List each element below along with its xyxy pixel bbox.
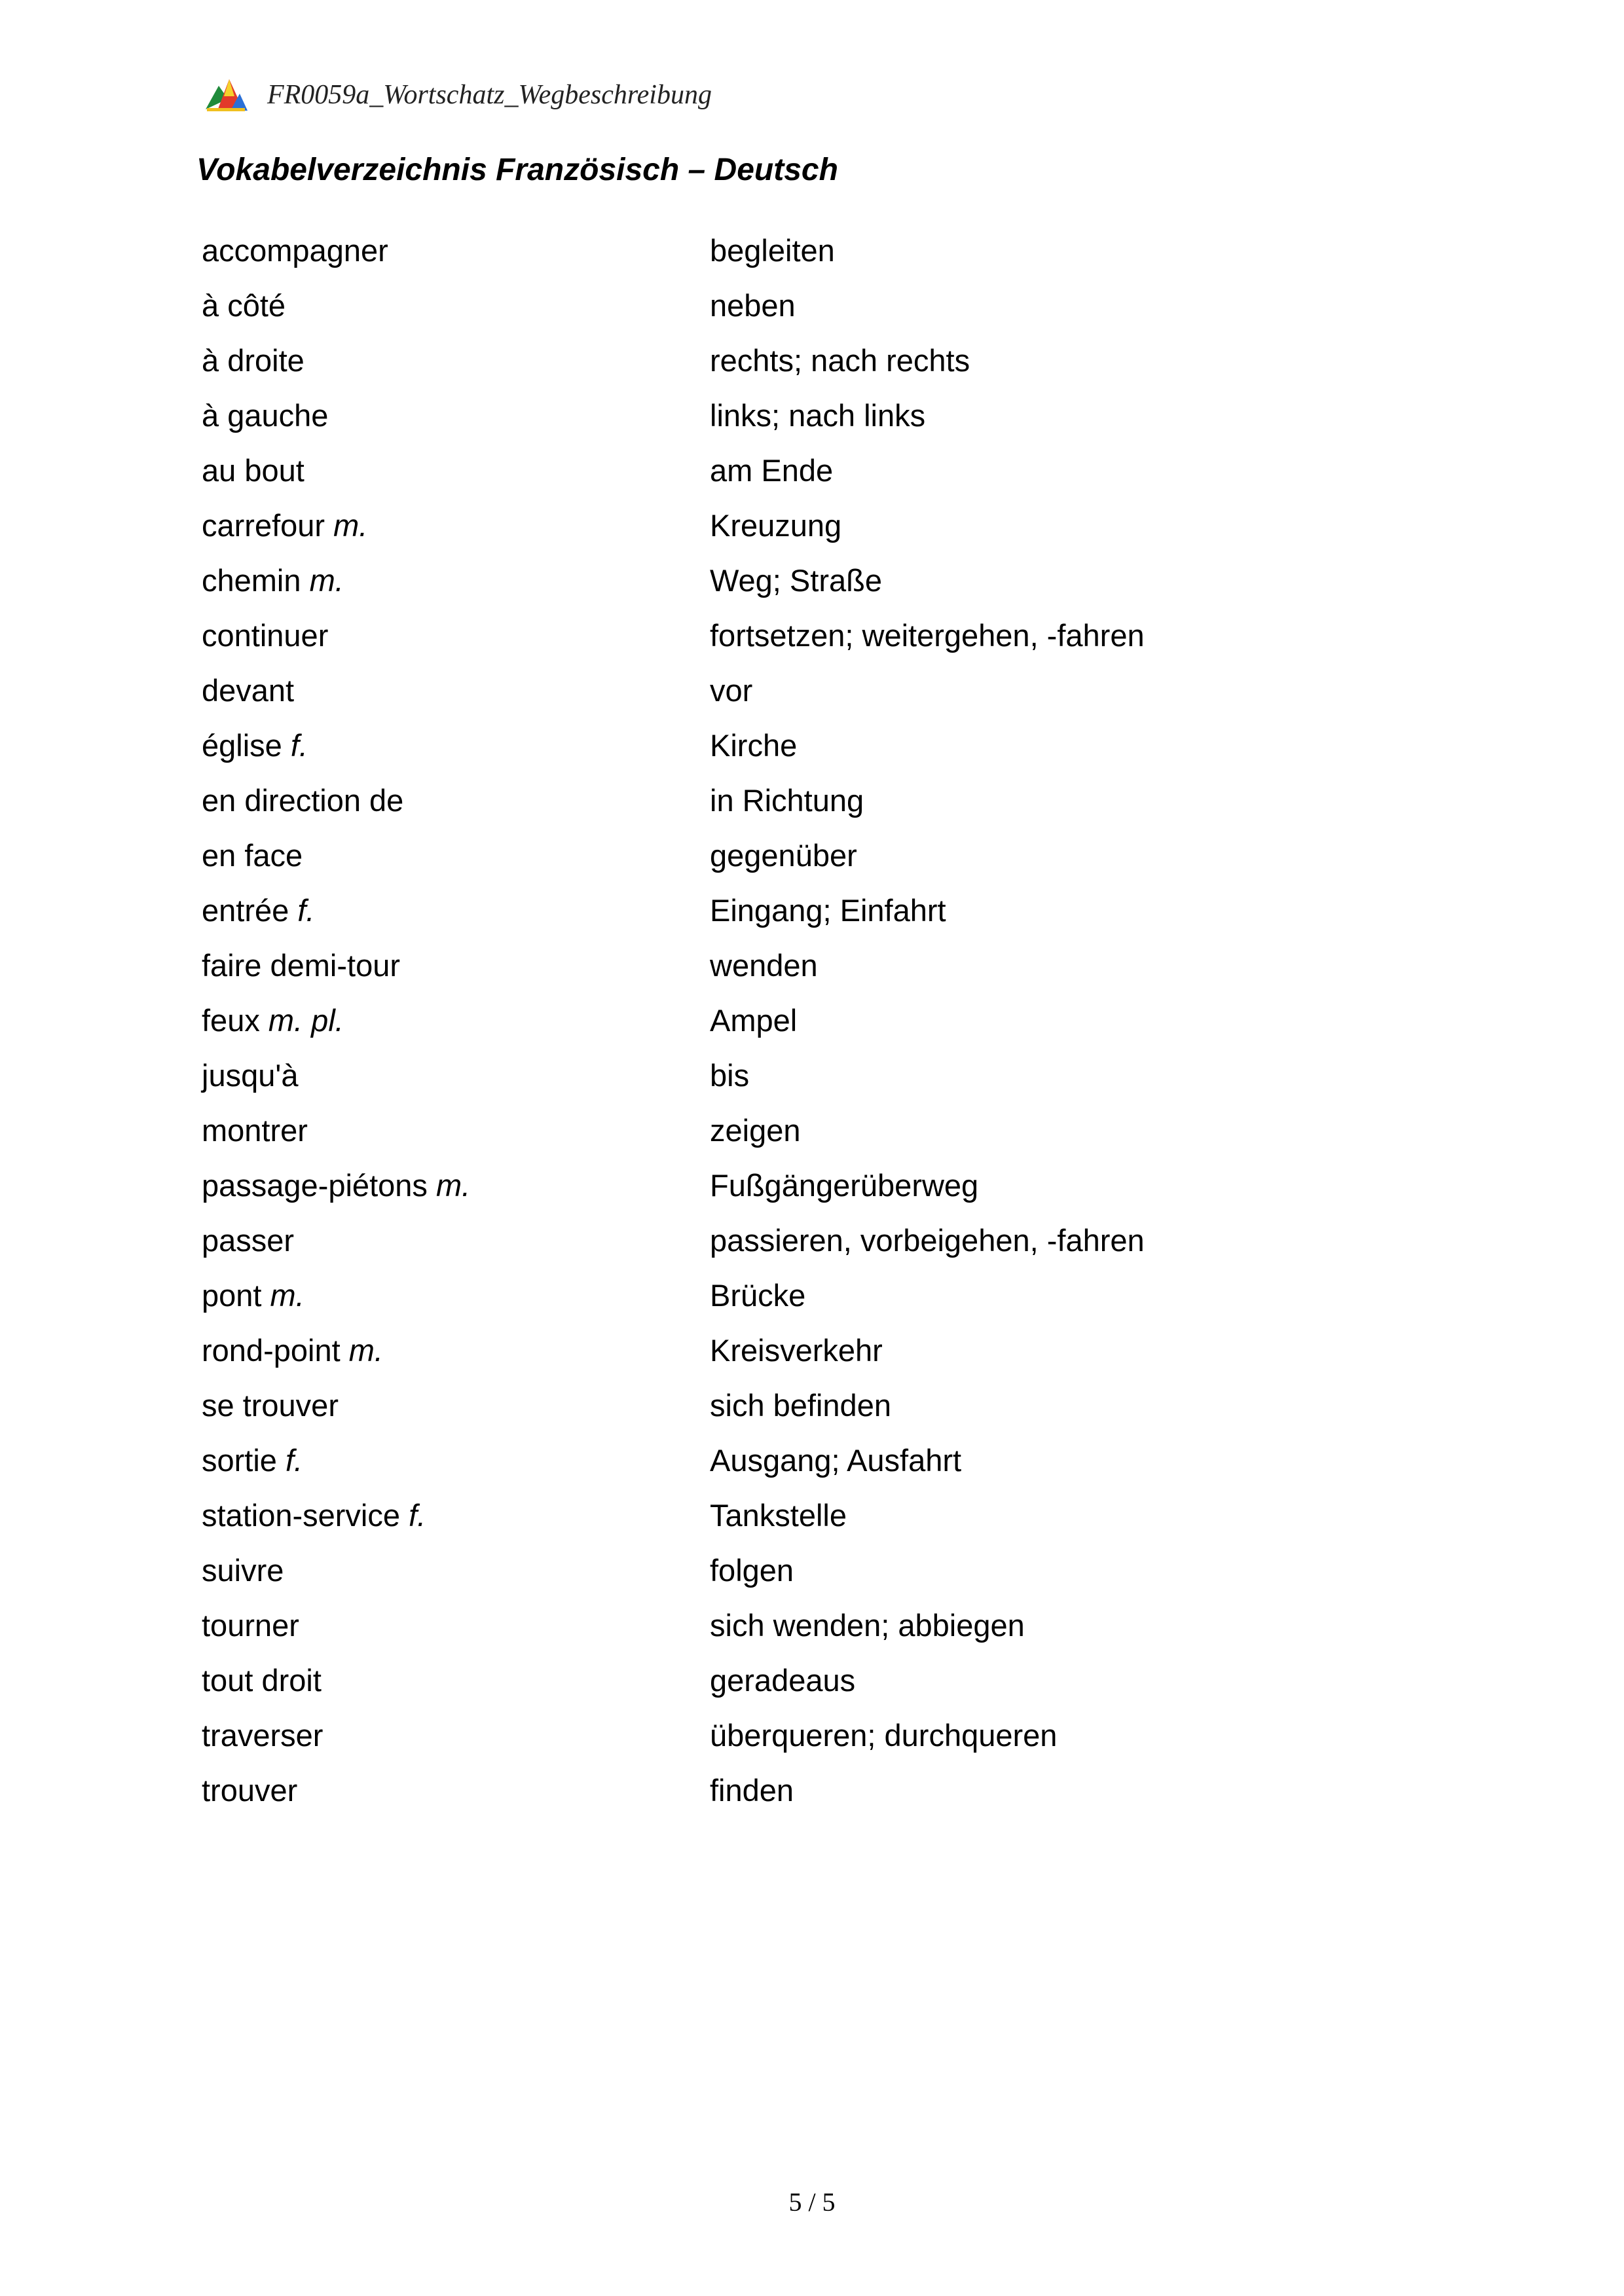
german-translation: gegenüber [710, 837, 857, 873]
french-term [202, 782, 710, 818]
gender-marker: f. [297, 892, 315, 928]
french-word: en direction de [202, 782, 404, 818]
german-translation: wenden [710, 947, 818, 983]
vocab-row [202, 553, 1380, 608]
german-translation: in Richtung [710, 782, 864, 818]
page-title: Vokabelverzeichnis Französisch – Deutsch [196, 153, 838, 187]
french-word: traverser [202, 1717, 323, 1753]
french-word: montrer [202, 1112, 308, 1148]
french-term [202, 397, 710, 433]
french-term [202, 1772, 710, 1808]
french-word: jusqu'à [202, 1057, 299, 1093]
french-word: église [202, 727, 282, 763]
french-word: pont [202, 1277, 262, 1313]
vocab-row [202, 1322, 1380, 1377]
french-term [202, 507, 710, 543]
french-term [202, 1277, 710, 1313]
page-number: 5 / 5 [788, 2187, 836, 2217]
vocab-row [202, 1048, 1380, 1102]
vocab-row [202, 1212, 1380, 1267]
vocab-row [202, 938, 1380, 993]
french-term [202, 1112, 710, 1148]
german-translation: Ausgang; Ausfahrt [710, 1442, 962, 1478]
french-word: suivre [202, 1552, 284, 1588]
vocab-row [202, 1102, 1380, 1157]
vocab-row [202, 1377, 1380, 1432]
french-word: carrefour [202, 507, 325, 543]
french-term [202, 617, 710, 653]
german-translation: zeigen [710, 1112, 801, 1148]
german-translation: links; nach links [710, 397, 926, 433]
french-term [202, 1662, 710, 1698]
document-filename: FR0059a_Wortschatz_Wegbeschreibung [267, 80, 712, 110]
vocab-row [202, 333, 1380, 388]
french-word: entrée [202, 892, 289, 928]
vocab-row [202, 1157, 1380, 1212]
french-word: faire demi-tour [202, 947, 400, 983]
french-term [202, 1332, 710, 1368]
german-translation: rechts; nach rechts [710, 342, 970, 378]
french-term [202, 672, 710, 708]
vocab-row [202, 1487, 1380, 1542]
french-term [202, 452, 710, 488]
french-term [202, 1057, 710, 1093]
german-translation: Kreisverkehr [710, 1332, 883, 1368]
vocab-row [202, 1597, 1380, 1652]
vocab-row [202, 1762, 1380, 1817]
german-translation: begleiten [710, 232, 835, 268]
german-translation: sich befinden [710, 1387, 891, 1423]
french-word: à côté [202, 287, 286, 323]
french-word: à droite [202, 342, 304, 378]
gender-marker: f. [409, 1497, 426, 1533]
gender-marker: m. [435, 1167, 471, 1203]
french-word: passer [202, 1222, 295, 1258]
vocab-row [202, 278, 1380, 333]
french-word: en face [202, 837, 303, 873]
german-translation: Ampel [710, 1002, 798, 1038]
german-translation: Brücke [710, 1277, 806, 1313]
french-word: au bout [202, 452, 304, 488]
german-translation: vor [710, 672, 753, 708]
page-header [204, 72, 712, 118]
french-word: à gauche [202, 397, 329, 433]
french-word: sortie [202, 1442, 277, 1478]
french-term [202, 837, 710, 873]
french-term [202, 1607, 710, 1643]
french-word: passage-piétons [202, 1167, 428, 1203]
german-translation: neben [710, 287, 796, 323]
vocab-row [202, 773, 1380, 828]
german-translation: geradeaus [710, 1662, 856, 1698]
french-word: accompagner [202, 232, 388, 268]
french-term [202, 1497, 710, 1533]
vocab-row [202, 388, 1380, 443]
french-word: rond-point [202, 1332, 341, 1368]
gender-marker: m. [270, 1277, 304, 1313]
french-word: station-service [202, 1497, 400, 1533]
german-translation: Eingang; Einfahrt [710, 892, 946, 928]
german-translation: Weg; Straße [710, 562, 882, 598]
french-term [202, 1442, 710, 1478]
french-word: chemin [202, 562, 301, 598]
german-translation: sich wenden; abbiegen [710, 1607, 1025, 1643]
german-translation: passieren, vorbeigehen, -fahren [710, 1222, 1145, 1258]
french-term [202, 232, 710, 268]
french-word: se trouver [202, 1387, 339, 1423]
german-translation: bis [710, 1057, 750, 1093]
german-translation: finden [710, 1772, 794, 1808]
french-term [202, 1167, 710, 1203]
german-translation: überqueren; durchqueren [710, 1717, 1058, 1753]
vocab-row [202, 223, 1380, 278]
french-term [202, 1717, 710, 1753]
german-translation: Fußgängerüberweg [710, 1167, 979, 1203]
vocab-row [202, 828, 1380, 883]
german-translation: Kreuzung [710, 507, 842, 543]
french-term [202, 727, 710, 763]
mountain-logo-icon [204, 77, 248, 113]
gender-marker: m. [348, 1332, 383, 1368]
french-word: tourner [202, 1607, 299, 1643]
french-word: tout droit [202, 1662, 322, 1698]
german-translation: fortsetzen; weitergehen, -fahren [710, 617, 1145, 653]
vocab-row [202, 1432, 1380, 1487]
french-term [202, 562, 710, 598]
french-word: trouver [202, 1772, 298, 1808]
gender-marker: m. pl. [268, 1002, 344, 1038]
vocabulary-list [202, 223, 1380, 1817]
french-word: feux [202, 1002, 260, 1038]
vocab-row [202, 663, 1380, 718]
vocab-row [202, 443, 1380, 498]
vocab-row [202, 1267, 1380, 1322]
vocab-row [202, 1652, 1380, 1707]
vocab-row [202, 993, 1380, 1048]
german-translation: am Ende [710, 452, 834, 488]
gender-marker: m. [309, 562, 344, 598]
german-translation: Tankstelle [710, 1497, 847, 1533]
german-translation: folgen [710, 1552, 794, 1588]
vocab-row [202, 498, 1380, 553]
french-term [202, 892, 710, 928]
gender-marker: f. [286, 1442, 303, 1478]
vocab-row [202, 883, 1380, 938]
french-term [202, 342, 710, 378]
french-term [202, 287, 710, 323]
gender-marker: m. [333, 507, 368, 543]
french-word: continuer [202, 617, 329, 653]
french-term [202, 1387, 710, 1423]
vocab-row [202, 718, 1380, 773]
french-word: devant [202, 672, 295, 708]
french-term [202, 1002, 710, 1038]
french-term [202, 947, 710, 983]
german-translation: Kirche [710, 727, 798, 763]
vocab-row [202, 608, 1380, 663]
gender-marker: f. [290, 727, 308, 763]
french-term [202, 1222, 710, 1258]
vocab-row [202, 1707, 1380, 1762]
french-term [202, 1552, 710, 1588]
vocab-row [202, 1542, 1380, 1597]
